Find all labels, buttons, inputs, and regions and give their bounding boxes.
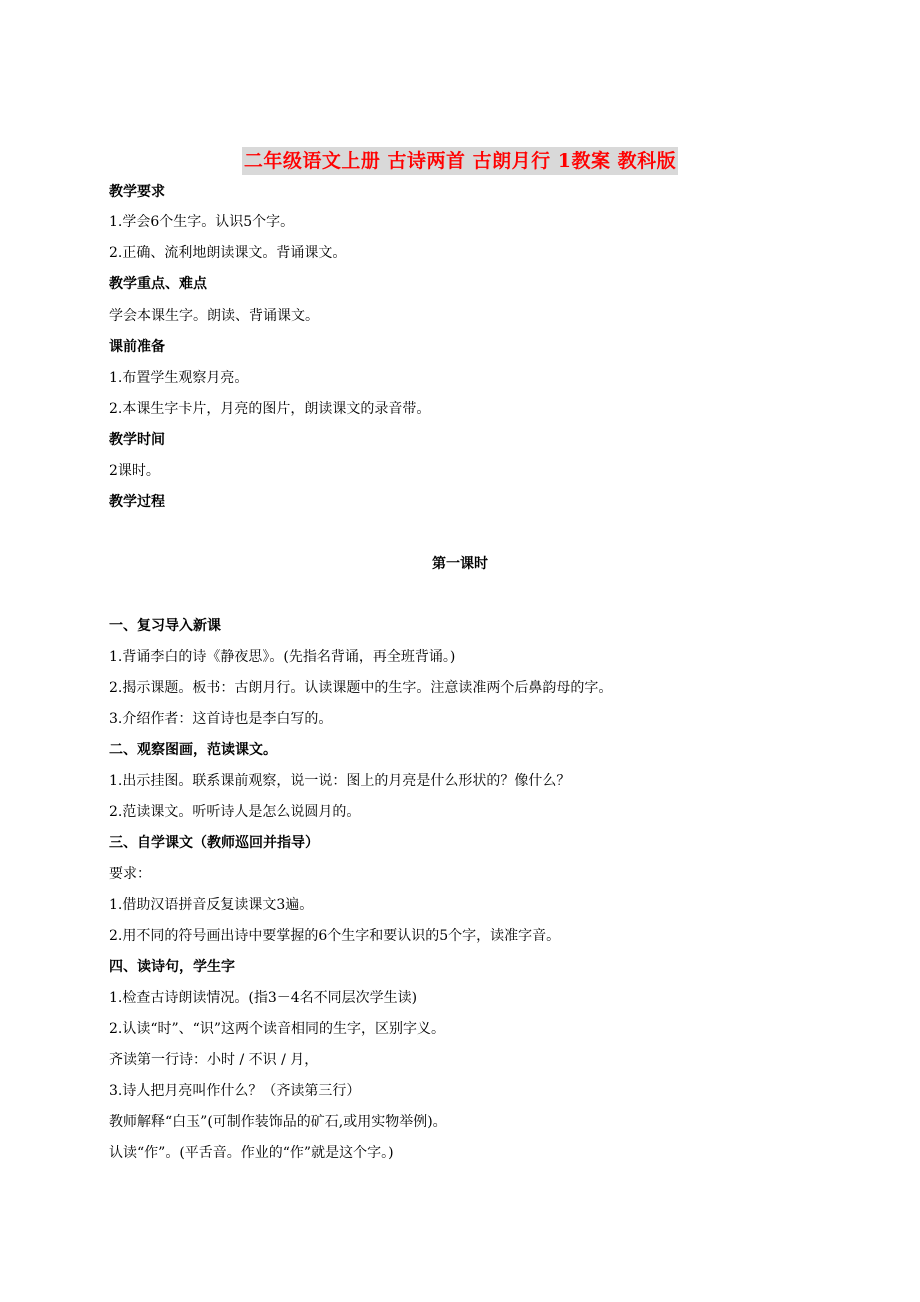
teaching-time-text: 2课时。 [109, 463, 160, 479]
requirement-item-2: 2.正确、流利地朗读课文。背诵课文。 [109, 245, 347, 261]
heading-teaching-process: 教学过程 [109, 494, 165, 510]
section-3-item-1: 1.借助汉语拼音反复读课文3遍。 [109, 897, 314, 913]
heading-teaching-time: 教学时间 [109, 432, 165, 448]
section-4-explanation: 教师解释“白玉”(可制作装饰品的矿石,或用实物举例)。 [109, 1114, 447, 1130]
section-3-heading: 三、自学课文（教师巡回并指导） [109, 835, 319, 851]
section-4-item-3: 3.诗人把月亮叫作什么？（齐读第三行） [109, 1083, 361, 1099]
section-3-requirements-label: 要求： [109, 866, 151, 882]
requirement-item-1: 1.学会6个生字。认识5个字。 [109, 214, 295, 230]
section-3-item-2: 2.用不同的符号画出诗中要掌握的6个生字和要认识的5个字，读准字音。 [109, 928, 561, 944]
preparation-item-1: 1.布置学生观察月亮。 [109, 370, 249, 386]
lesson-heading: 第一课时 [432, 556, 488, 572]
preparation-item-2: 2.本课生字卡片，月亮的图片，朗读课文的录音带。 [109, 401, 431, 417]
key-points-text: 学会本课生字。朗读、背诵课文。 [109, 308, 319, 324]
title-container [0, 147, 920, 175]
section-2-item-1: 1.出示挂图。联系课前观察，说一说：图上的月亮是什么形状的？像什么？ [109, 773, 571, 789]
section-4-heading: 四、读诗句，学生字 [109, 959, 235, 975]
section-4-recognition: 认读“作”。(平舌音。作业的“作”就是这个字。) [109, 1145, 394, 1161]
heading-preparation: 课前准备 [109, 339, 165, 355]
section-1-item-1: 1.背诵李白的诗《静夜思》。(先指名背诵，再全班背诵。) [109, 649, 456, 665]
section-2-item-2: 2.范读课文。听听诗人是怎么说圆月的。 [109, 804, 361, 820]
document-title: 二年级语文上册 古诗两首 古朗月行 1教案 教科版 [242, 147, 678, 175]
heading-teaching-requirements: 教学要求 [109, 184, 165, 200]
section-4-reading-line: 齐读第一行诗：小时 / 不识 / 月， [109, 1052, 319, 1068]
section-4-item-2: 2.认读“时”、“识”这两个读音相同的生字，区别字义。 [109, 1021, 445, 1037]
section-1-item-3: 3.介绍作者：这首诗也是李白写的。 [109, 711, 333, 727]
section-2-heading: 二、观察图画，范读课文。 [109, 742, 277, 758]
section-1-item-2: 2.揭示课题。板书：古朗月行。认读课题中的生字。注意读准两个后鼻韵母的字。 [109, 680, 613, 696]
section-1-heading: 一、复习导入新课 [109, 618, 221, 634]
heading-key-points: 教学重点、难点 [109, 276, 207, 292]
section-4-item-1: 1.检查古诗朗读情况。(指3－4名不同层次学生读) [109, 990, 418, 1006]
